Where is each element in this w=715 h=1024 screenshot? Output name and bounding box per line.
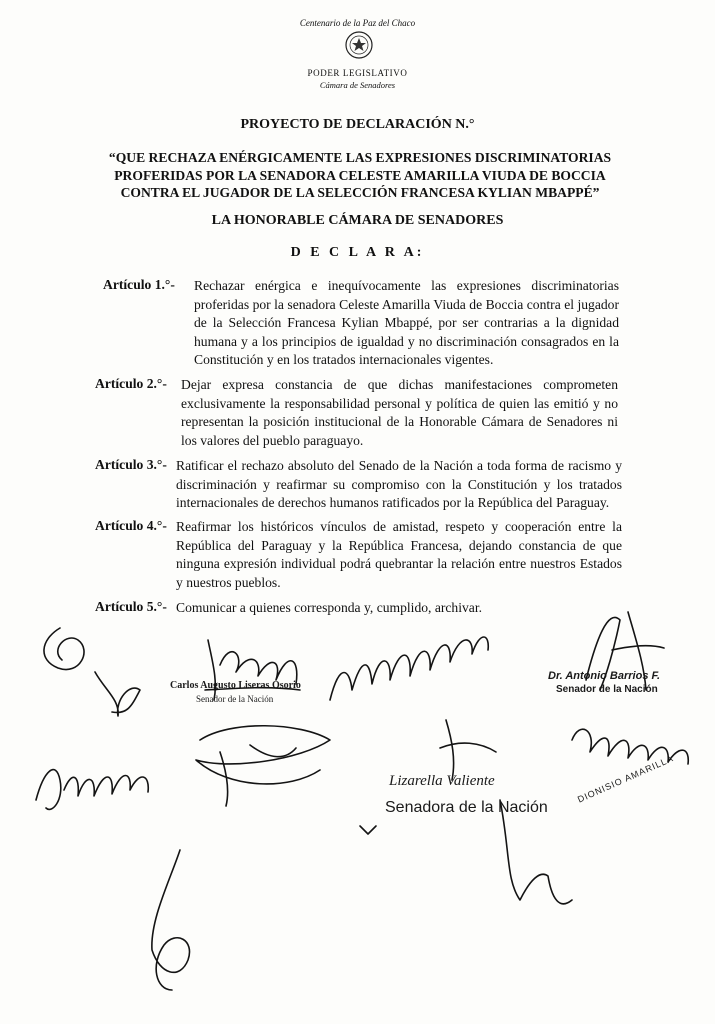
signature-role-barrios: Senador de la Nación xyxy=(556,684,658,695)
signature-scribble-center xyxy=(330,637,488,700)
signature-role-valiente: Senadora de la Nación xyxy=(385,799,548,816)
article-1-label: Artículo 1.°- xyxy=(103,277,175,292)
signature-scribble-liseras xyxy=(205,640,300,700)
article-4-text: Reafirmar los históricos vínculos de amistad, respeto y cooperación entre la República del Paraguay y la República Francesa, dejando constancia de que ninguna expresión individual podrá quebrantar la relación entre nuestros Estados y nuestros pueblos. xyxy=(176,519,622,590)
article-1-text: Rechazar enérgica e inequívocamente las expresiones discriminatorias proferidas por la senadora Celeste Amarilla Viuda de Boccia contra el jugador de la Selección Francesa Kylian Mbappé, por ser contrarias a la dignidad humana y a los principios de igualdad y no discriminación consagrados en la Constitución y en los tratados internacionales vigentes. xyxy=(194,278,619,368)
signature-scribble-middle-left xyxy=(196,726,330,806)
signature-name-valiente: Lizarella Valiente xyxy=(389,773,495,789)
signature-tick-mark xyxy=(360,826,376,834)
article-2-text: Dejar expresa constancia de que dichas manifestaciones comprometen exclusivamente la responsabilidad personal y política de quien las emitió y no representan la posición institucional de la Honorable Cámara de Senadores ni los valores del pueblo paraguayo. xyxy=(181,377,618,448)
institution-name: PODER LEGISLATIVO xyxy=(307,68,408,78)
signature-scribble-left xyxy=(44,628,140,716)
header-motto: Centenario de la Paz del Chaco xyxy=(299,18,416,28)
article-5-text: Comunicar a quienes corresponda y, cumplido, archivar. xyxy=(176,600,483,615)
article-2-label: Artículo 2.°- xyxy=(95,376,167,391)
article-4-label: Artículo 4.°- xyxy=(95,518,167,533)
signature-name-liseras: Carlos Augusto Liseras Osorio xyxy=(170,680,301,691)
declaration-title xyxy=(80,149,640,202)
title-line: CONTRA EL JUGADOR DE LA SELECCIÓN FRANCESA KYLIAN MBAPPÉ” xyxy=(120,185,600,200)
senate-seal-icon xyxy=(344,30,374,60)
article-3-text: Ratificar el rechazo absoluto del Senado de la Nación a toda forma de racismo y discriminación y reafirmar su compromiso con la Constitución y los tratados internacionales de derechos humanos ratificados por la República del Paraguay. xyxy=(176,458,622,511)
signature-name-barrios: Dr. Antonio Barrios F. xyxy=(548,670,661,682)
signature-scribble-guadalupe xyxy=(36,770,148,810)
declara-heading: D E C L A R A: xyxy=(290,245,425,260)
title-line: PROFERIDAS POR LA SENADORA CELESTE AMARILLA VIUDA DE BOCCIA xyxy=(114,167,606,183)
signature-scribble-lower-left xyxy=(152,850,190,990)
chamber-name: Cámara de Senadores xyxy=(319,80,396,90)
house-heading: LA HONORABLE CÁMARA DE SENADORES xyxy=(211,213,504,228)
signature-role-liseras: Senador de la Nación xyxy=(196,694,274,704)
project-heading: PROYECTO DE DECLARACIÓN N.° xyxy=(240,117,475,132)
article-3-label: Artículo 3.°- xyxy=(95,457,167,472)
signature-scribble-valiente xyxy=(440,720,496,780)
article-5-label: Artículo 5.°- xyxy=(95,599,167,614)
signature-stamp-amarilla: DIONISIO AMARILLA xyxy=(575,753,676,805)
title-line: “QUE RECHAZA ENÉRGICAMENTE LAS EXPRESIONES DISCRIMINATORIAS xyxy=(108,150,612,165)
